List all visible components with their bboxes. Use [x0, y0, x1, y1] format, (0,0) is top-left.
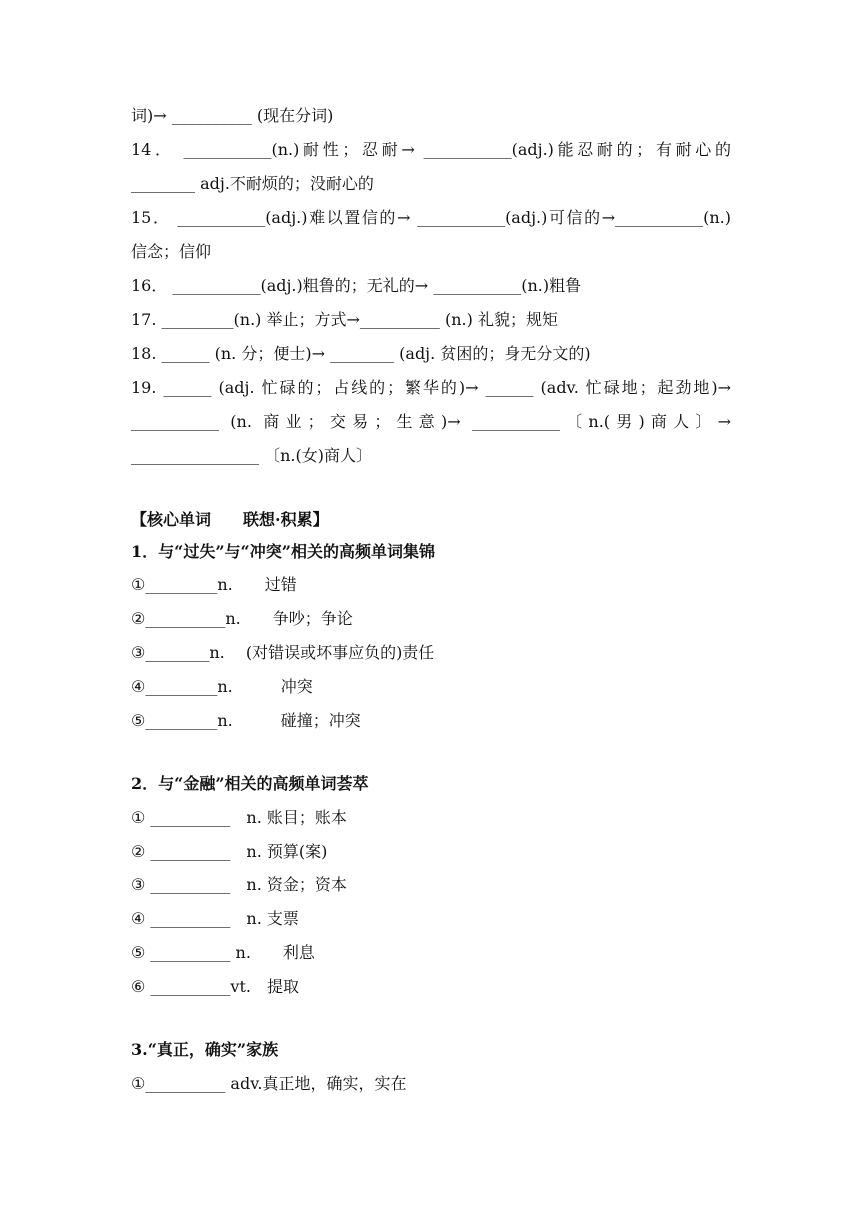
section-2-item: ③ __________ n. 资金；资本	[131, 875, 347, 894]
vocab-line-14: 14． ___________(n.)耐性；忍耐→ ___________(adj.)能忍耐的；有耐心的	[131, 140, 731, 159]
section-1-item: ①_________n. 过错	[131, 575, 297, 594]
section-1-item: ④_________n. 冲突	[131, 677, 313, 696]
vocab-line-18: 18. ______ (n. 分；便士)→ ________ (adj. 贫困的；身无分文的)	[131, 344, 591, 363]
vocab-line-15: 15． ___________(adj.)难以置信的→ ___________(adj.)可信的→___________(n.)	[131, 208, 731, 227]
section-2-item: ② __________ n. 预算(案)	[131, 842, 328, 861]
section-3-item: ①__________ adv.真正地，确实，实在	[131, 1074, 407, 1093]
vocab-line-17: 17. _________(n.) 举止；方式→__________ (n.) 礼貌；规矩	[131, 310, 558, 329]
core-heading: 【核心单词 联想·积累】	[131, 510, 329, 529]
section-2-item: ① __________ n. 账目；账本	[131, 808, 347, 827]
section-2-item: ⑥ __________vt. 提取	[131, 977, 299, 996]
vocab-line-14-cont: ________ adj.不耐烦的；没耐心的	[131, 174, 374, 193]
vocab-line-13-cont: 词)→ __________ (现在分词)	[131, 106, 334, 125]
section-1-item: ②__________n. 争吵；争论	[131, 609, 353, 628]
section-2-item: ⑤ __________ n. 利息	[131, 943, 315, 962]
section-1-item: ③________n. (对错误或坏事应负的)责任	[131, 643, 435, 662]
section-1-item: ⑤_________n. 碰撞；冲突	[131, 711, 361, 730]
vocab-line-15-cont: 信念；信仰	[131, 242, 212, 261]
vocab-line-19-cont: ___________ (n. 商业；交易；生意)→ ___________〔n.(男)商人〕→	[131, 412, 731, 431]
vocab-line-19: 19. ______ (adj. 忙碌的；占线的；繁华的)→ ______ (adv. 忙碌地；起劲地)→	[131, 378, 731, 397]
section-2-title: 2．与“金融”相关的高频单词荟萃	[131, 774, 369, 793]
vocab-line-16: 16． ___________(adj.)粗鲁的；无礼的→ ___________(n.)粗鲁	[131, 276, 582, 295]
section-1-title: 1．与“过失”与“冲突”相关的高频单词集锦	[131, 542, 435, 561]
section-3-title: 3.“真正，确实”家族	[131, 1040, 279, 1059]
section-2-item: ④ __________ n. 支票	[131, 909, 299, 928]
vocab-line-19-end: ________________ 〔n.(女)商人〕	[131, 446, 372, 465]
